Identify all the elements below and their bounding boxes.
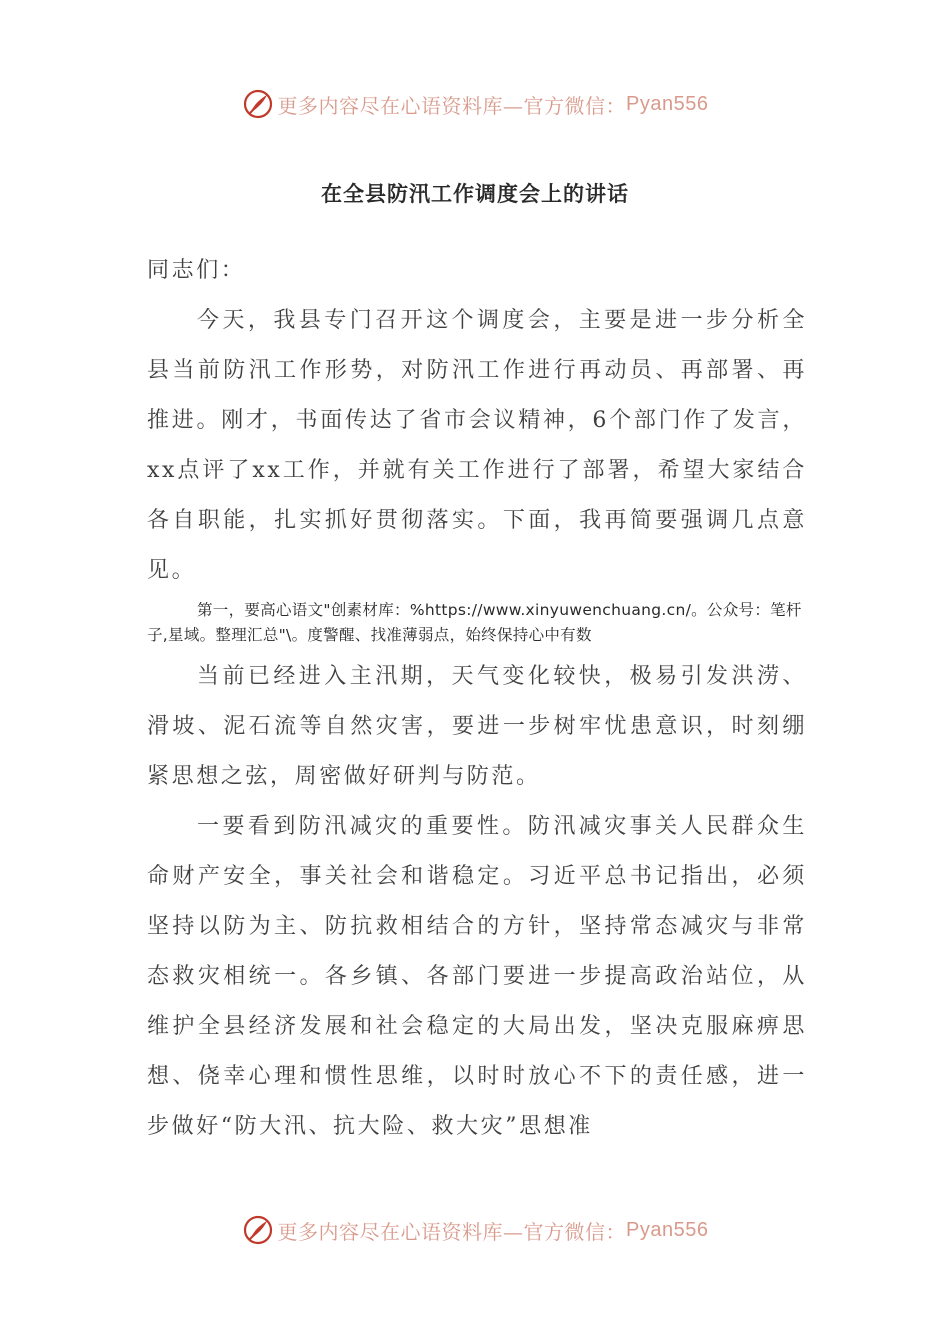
paragraph-3: 一要看到防汛减灾的重要性。防汛减灾事关人民群众生命财产安全，事关社会和谐稳定。习近平总书记指出，必须坚持以防为主、防抗救相结合的方针，坚持常态减灾与非常态救灾相统一。各乡镇、各部门要进一步提高政治站位，从维护全县经济发展和社会稳定的大局出发，坚决克服麻痹思想、侥幸心理和惯性思维，以时时放心不下的责任感，进一步做好“防大汛、抗大险、救大灾”思想准 xyxy=(147,814,807,1139)
document-body xyxy=(147,246,807,1152)
paragraph-1: 今天，我县专门召开这个调度会，主要是进一步分析全县当前防汛工作形势，对防汛工作进行再动员、再部署、再推进。刚才，书面传达了省市会议精神，6个部门作了发言，xx点评了xx工作，并就有关工作进行了部署，希望大家结合各自职能，扎实抓好贯彻落实。下面，我再简要强调几点意见。 xyxy=(147,308,807,583)
inserted-note: 第一，要高心语文"创素材库：%https://www.xinyuwenchuang.cn/。公众号：笔杆子,星域。整理汇总"\。度警醒、找准薄弱点，始终保持心中有数 xyxy=(147,601,802,644)
footer-wechat-id: Pyan556 xyxy=(626,1218,709,1241)
quill-logo-icon xyxy=(242,88,274,120)
paragraph-2: 当前已经进入主汛期，天气变化较快，极易引发洪涝、滑坡、泥石流等自然灾害，要进一步树牢忧患意识，时刻绷紧思想之弦，周密做好研判与防范。 xyxy=(147,664,807,789)
salutation: 同志们： xyxy=(147,258,246,283)
document-title: 在全县防汛工作调度会上的讲话 xyxy=(321,182,629,206)
quill-logo-icon xyxy=(242,1214,274,1246)
header-banner xyxy=(0,82,950,126)
header-banner-text: 更多内容尽在心语资料库—官方微信： xyxy=(277,93,627,118)
footer-banner xyxy=(0,1208,950,1252)
header-wechat-id: Pyan556 xyxy=(626,92,709,115)
footer-banner-text: 更多内容尽在心语资料库—官方微信： xyxy=(277,1219,627,1244)
